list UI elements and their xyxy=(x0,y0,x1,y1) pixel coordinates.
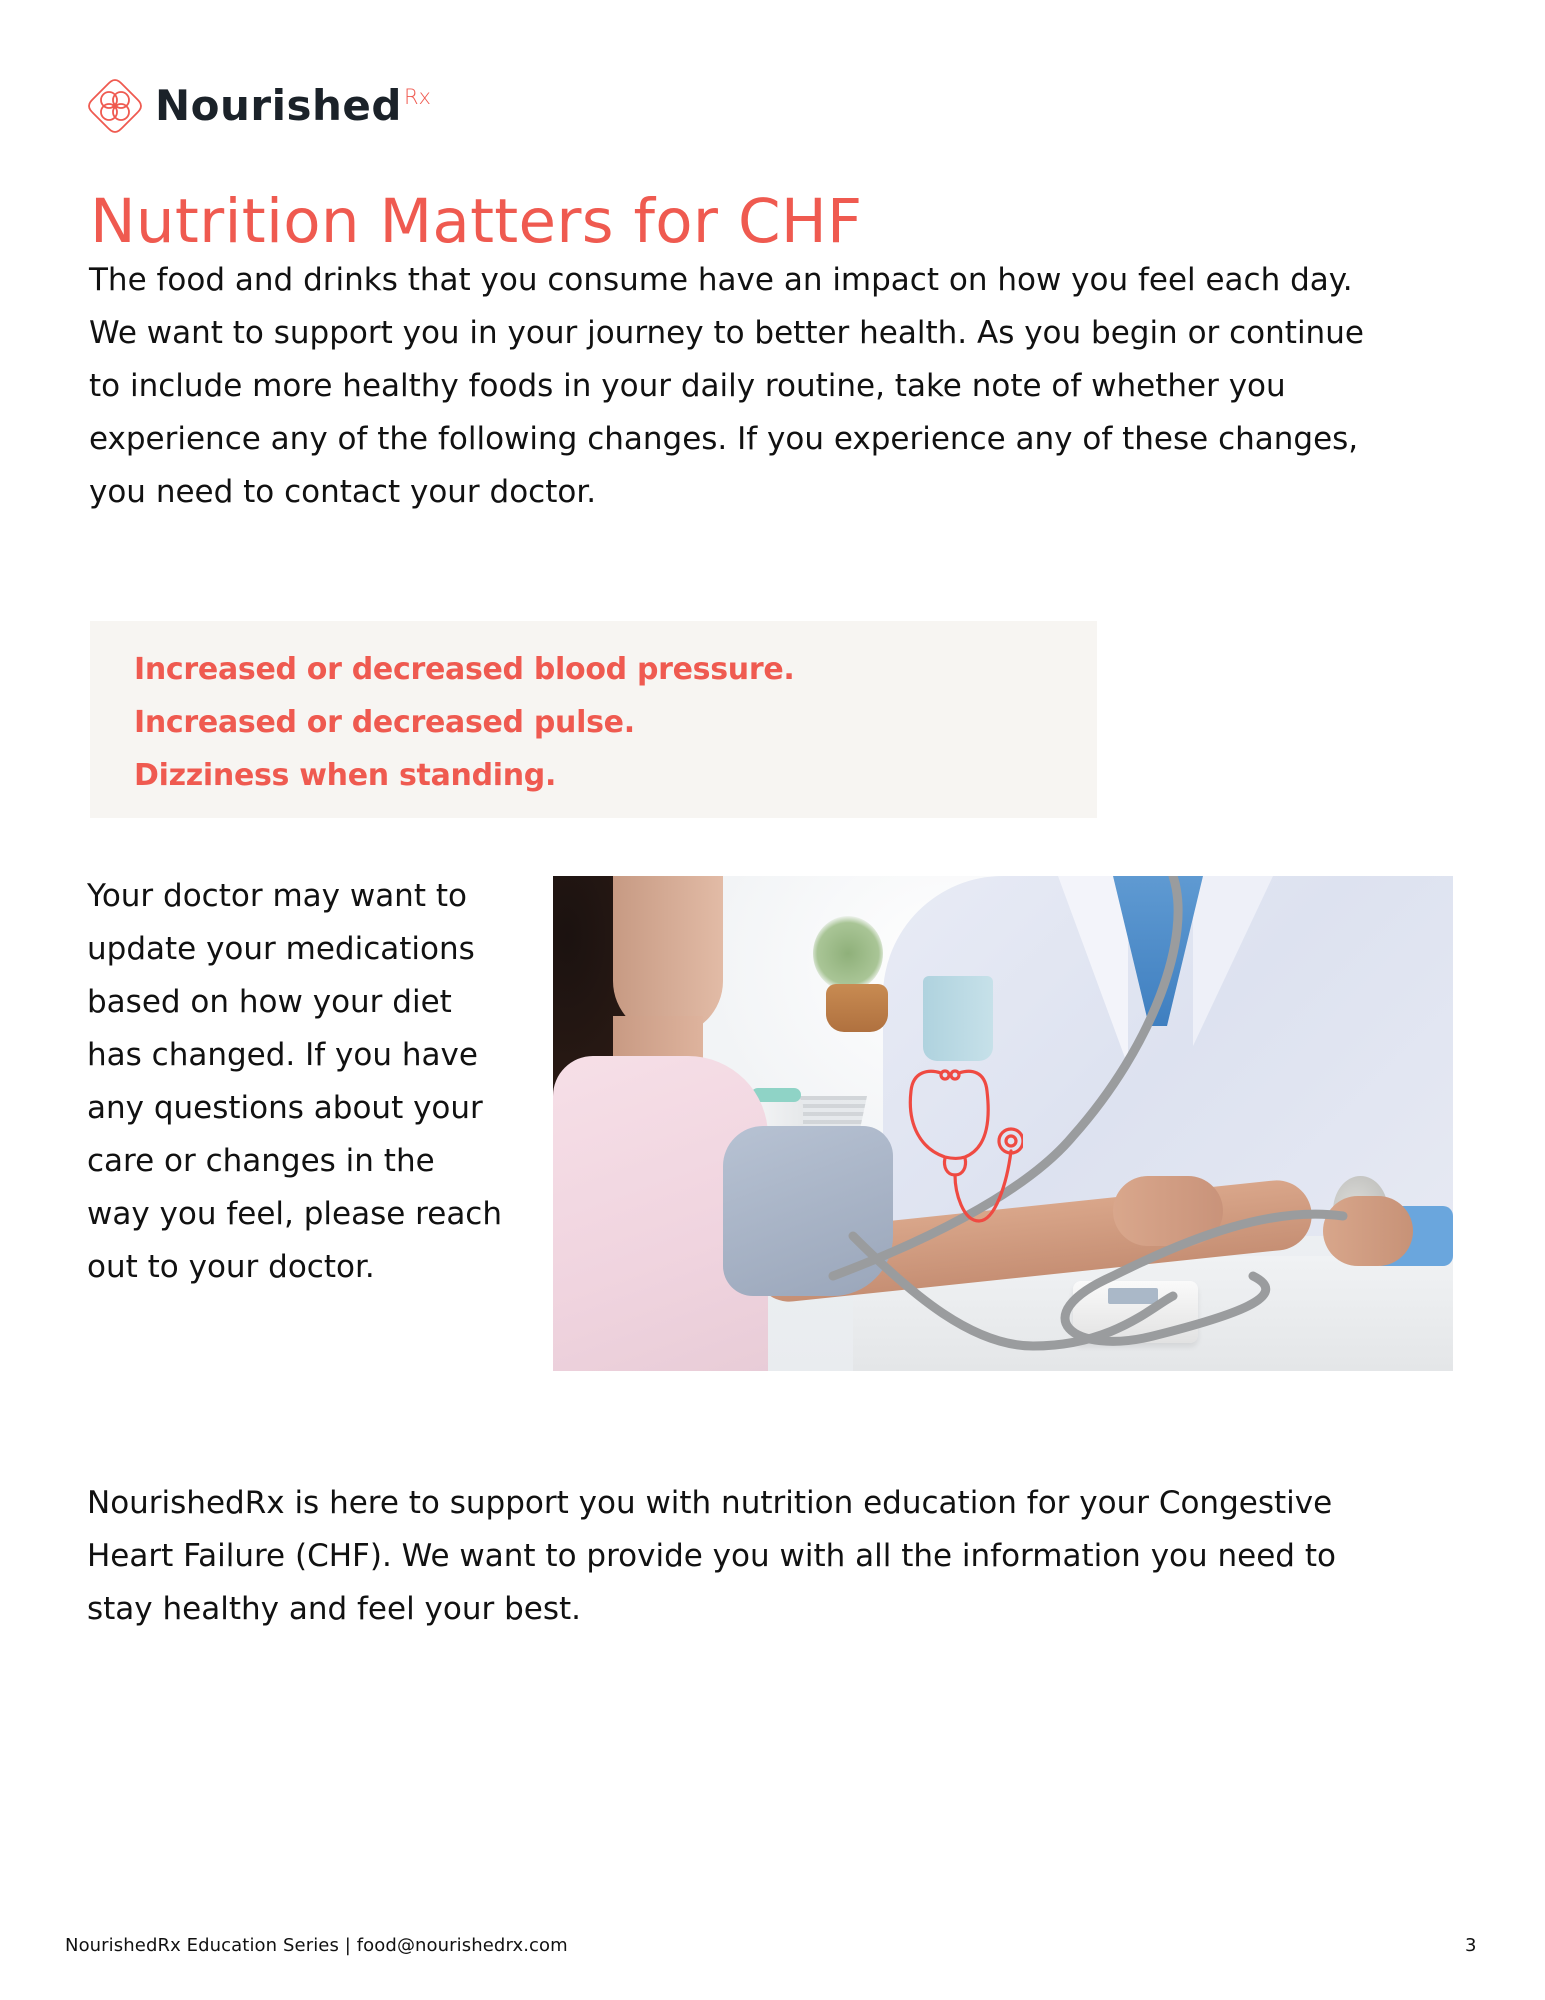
brand-wordmark: Nourished xyxy=(155,81,402,130)
page-number: 3 xyxy=(1465,1935,1477,1956)
intro-paragraph: The food and drinks that you consume have an impact on how you feel each day. We want to support you in your journey to better health. As you begin or continue to include more healthy foods in your daily routine, take note of whether you experience any of the following changes. If you experience any of these changes, you need to contact your doctor. xyxy=(89,262,1364,510)
symptom-item: Increased or decreased blood pressure. xyxy=(134,652,795,687)
quatrefoil-logo-icon xyxy=(87,78,143,134)
side-paragraph: Your doctor may want to update your medications based on how your diet has changed. If you have any questions about your care or changes in the way you feel, please reach out to your doctor. xyxy=(87,878,503,1285)
closing-paragraph: NourishedRx is here to support you with nutrition education for your Congestive Heart Failure (CHF). We want to provide you with all the information you need to stay healthy and feel your best. xyxy=(87,1485,1336,1627)
brand-logo xyxy=(87,78,431,134)
symptom-item: Dizziness when standing. xyxy=(134,758,557,793)
symptom-list xyxy=(134,643,795,802)
symptom-callout-box xyxy=(90,621,1097,818)
page-title: Nutrition Matters for CHF xyxy=(90,186,863,257)
footer-series-contact: NourishedRx Education Series | food@nourishedrx.com xyxy=(65,1935,568,1956)
stethoscope-icon xyxy=(907,1063,1023,1225)
symptom-item: Increased or decreased pulse. xyxy=(134,705,635,740)
brand-suffix: Rx xyxy=(403,85,431,109)
doctor-patient-photo xyxy=(553,876,1453,1371)
